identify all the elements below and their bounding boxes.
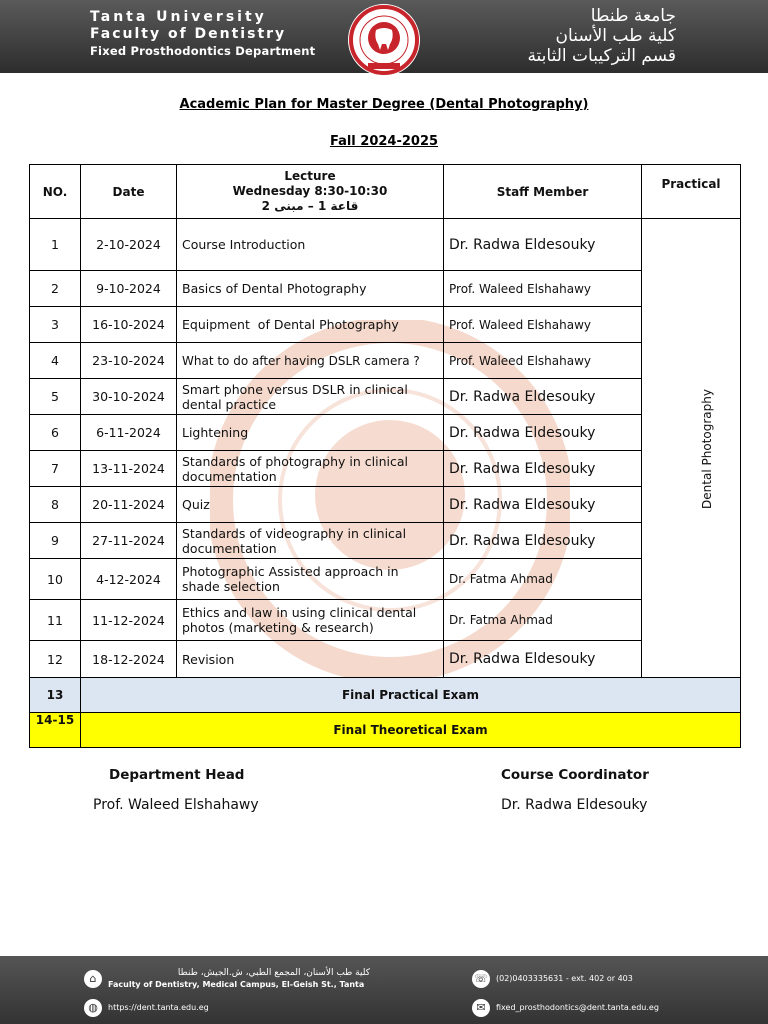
faculty-name: Faculty of Dentistry bbox=[90, 26, 287, 42]
row-no: 3 bbox=[30, 307, 81, 343]
row-staff: Dr. Radwa Eldesouky bbox=[444, 487, 642, 523]
row-lecture: Basics of Dental Photography bbox=[177, 271, 444, 307]
academic-plan-table bbox=[29, 164, 741, 748]
row-no: 12 bbox=[30, 641, 81, 678]
semester-subtitle: Fall 2024-2025 bbox=[329, 134, 439, 149]
header-arabic-block bbox=[527, 6, 676, 66]
row-no: 10 bbox=[30, 559, 81, 600]
header-date: Date bbox=[81, 165, 177, 219]
table-row bbox=[30, 451, 741, 487]
table-row bbox=[30, 271, 741, 307]
page-title: Academic Plan for Master Degree (Dental Photography) bbox=[179, 97, 589, 112]
row-staff: Dr. Radwa Eldesouky bbox=[444, 379, 642, 415]
row-lecture: Photographic Assisted approach in shade selection bbox=[177, 559, 444, 600]
row-no: 2 bbox=[30, 271, 81, 307]
row-staff: Prof. Waleed Elshahawy bbox=[444, 343, 642, 379]
table-row bbox=[30, 415, 741, 451]
row-staff: Dr. Radwa Eldesouky bbox=[444, 219, 642, 271]
table-row bbox=[30, 379, 741, 415]
table-header-row bbox=[30, 165, 741, 219]
row-staff: Dr. Radwa Eldesouky bbox=[444, 523, 642, 559]
home-icon: ⌂ bbox=[84, 970, 102, 988]
row-lecture: What to do after having DSLR camera ? bbox=[177, 343, 444, 379]
footer-email[interactable]: fixed_prosthodontics@dent.tanta.edu.eg bbox=[496, 1003, 659, 1012]
row-lecture: Smart phone versus DSLR in clinical dental practice bbox=[177, 379, 444, 415]
header-lecture bbox=[177, 165, 444, 219]
row-staff: Dr. Radwa Eldesouky bbox=[444, 641, 642, 678]
course-coordinator-title: Course Coordinator bbox=[501, 767, 649, 783]
table-row bbox=[30, 219, 741, 271]
row-no: 11 bbox=[30, 600, 81, 641]
row-date: 11-12-2024 bbox=[81, 600, 177, 641]
row-staff: Dr. Radwa Eldesouky bbox=[444, 415, 642, 451]
row-no: 6 bbox=[30, 415, 81, 451]
row-no: 4 bbox=[30, 343, 81, 379]
row-date: 23-10-2024 bbox=[81, 343, 177, 379]
practical-cell bbox=[642, 219, 741, 678]
table-row bbox=[30, 641, 741, 678]
phone-icon: ☏ bbox=[472, 970, 490, 988]
footer-address-ar: كلية طب الأسنان، المجمع الطبي، ش.الجيش، طنطا bbox=[177, 968, 370, 978]
row-lecture: Lightening bbox=[177, 415, 444, 451]
page-footer bbox=[0, 956, 768, 1024]
course-coordinator-signature bbox=[501, 767, 649, 813]
footer-phone: (02)0403335631 - ext. 402 or 403 bbox=[496, 974, 633, 983]
exam-no: 14-15 bbox=[30, 713, 81, 748]
row-no: 1 bbox=[30, 219, 81, 271]
department-name: Fixed Prosthodontics Department bbox=[90, 44, 316, 58]
footer-address-en: Faculty of Dentistry, Medical Campus, El-Geish St., Tanta bbox=[108, 980, 365, 989]
row-date: 30-10-2024 bbox=[81, 379, 177, 415]
row-staff: Dr. Radwa Eldesouky bbox=[444, 451, 642, 487]
row-date: 13-11-2024 bbox=[81, 451, 177, 487]
course-coordinator-name: Dr. Radwa Eldesouky bbox=[501, 797, 648, 813]
row-date: 27-11-2024 bbox=[81, 523, 177, 559]
row-date: 2-10-2024 bbox=[81, 219, 177, 271]
table-row bbox=[30, 559, 741, 600]
row-staff: Dr. Fatma Ahmad bbox=[444, 600, 642, 641]
department-head-signature bbox=[93, 767, 259, 813]
table-row bbox=[30, 307, 741, 343]
table-row bbox=[30, 523, 741, 559]
department-head-title: Department Head bbox=[109, 767, 245, 783]
exam-label: Final Theoretical Exam bbox=[81, 713, 741, 748]
department-name-ar: قسم التركيبات الثابتة bbox=[527, 46, 676, 66]
exam-no: 13 bbox=[30, 678, 81, 713]
row-lecture: Revision bbox=[177, 641, 444, 678]
header-english-block bbox=[90, 9, 315, 60]
row-date: 16-10-2024 bbox=[81, 307, 177, 343]
row-date: 4-12-2024 bbox=[81, 559, 177, 600]
row-no: 7 bbox=[30, 451, 81, 487]
row-no: 9 bbox=[30, 523, 81, 559]
header-practical: Practical bbox=[642, 165, 741, 219]
header-lecture-time: Wednesday 8:30-10:30 bbox=[232, 184, 388, 198]
row-staff: Prof. Waleed Elshahawy bbox=[444, 271, 642, 307]
department-logo-icon bbox=[344, 3, 424, 83]
table-row bbox=[30, 343, 741, 379]
globe-icon: ◍ bbox=[84, 999, 102, 1017]
row-lecture: Ethics and law in using clinical dental photos (marketing & research) bbox=[177, 600, 444, 641]
faculty-name-ar: كلية طب الأسنان bbox=[555, 26, 676, 46]
final-theoretical-exam-row bbox=[30, 713, 741, 748]
header-lecture-label: Lecture bbox=[284, 169, 336, 183]
row-lecture: Equipment of Dental Photography bbox=[177, 307, 444, 343]
row-staff: Dr. Fatma Ahmad bbox=[444, 559, 642, 600]
table-row bbox=[30, 600, 741, 641]
row-lecture: Standards of photography in clinical documentation bbox=[177, 451, 444, 487]
row-no: 5 bbox=[30, 379, 81, 415]
department-head-name: Prof. Waleed Elshahawy bbox=[93, 797, 259, 813]
footer-website[interactable]: https://dent.tanta.edu.eg bbox=[108, 1003, 209, 1012]
row-lecture: Standards of videography in clinical documentation bbox=[177, 523, 444, 559]
row-staff: Prof. Waleed Elshahawy bbox=[444, 307, 642, 343]
row-lecture: Course Introduction bbox=[177, 219, 444, 271]
header-staff: Staff Member bbox=[444, 165, 642, 219]
row-lecture: Quiz bbox=[177, 487, 444, 523]
header-no: NO. bbox=[30, 165, 81, 219]
row-date: 20-11-2024 bbox=[81, 487, 177, 523]
university-name: Tanta University bbox=[90, 9, 267, 25]
row-date: 18-12-2024 bbox=[81, 641, 177, 678]
row-date: 6-11-2024 bbox=[81, 415, 177, 451]
table-row bbox=[30, 487, 741, 523]
row-date: 9-10-2024 bbox=[81, 271, 177, 307]
header-lecture-room: قاعة 1 – مبنى 2 bbox=[261, 199, 359, 213]
final-practical-exam-row bbox=[30, 678, 741, 713]
university-name-ar: جامعة طنطا bbox=[590, 6, 676, 26]
practical-label: Dental Photography bbox=[699, 388, 714, 509]
exam-label: Final Practical Exam bbox=[81, 678, 741, 713]
email-icon: ✉ bbox=[472, 999, 490, 1017]
row-no: 8 bbox=[30, 487, 81, 523]
